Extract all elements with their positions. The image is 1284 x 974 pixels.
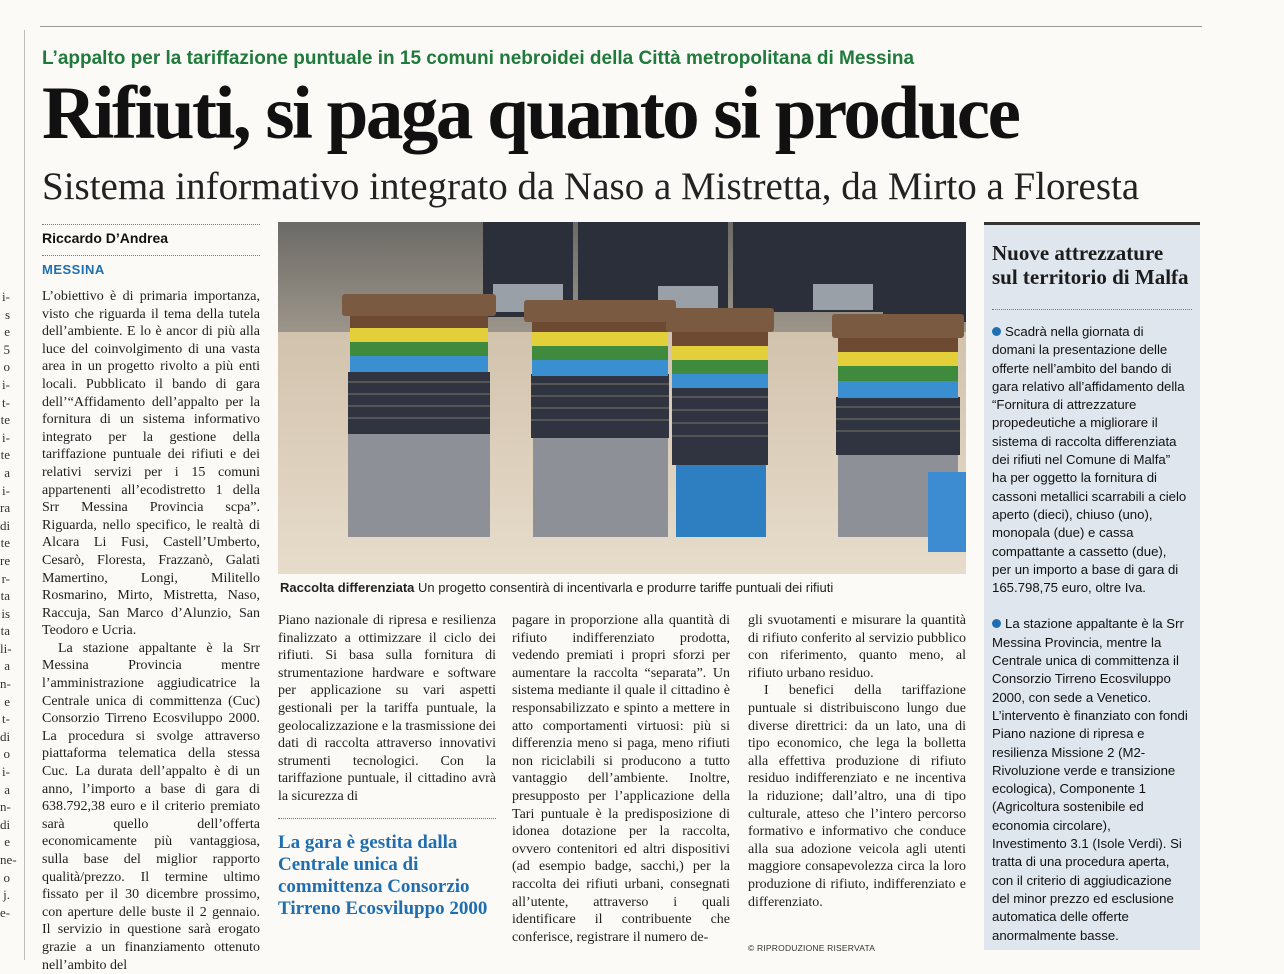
- sidebar-paragraph: [992, 323, 1188, 597]
- article-column-2: [278, 612, 496, 808]
- dotted-divider: [992, 309, 1192, 310]
- article-headline: Rifiuti, si paga quanto si produce: [42, 72, 1019, 155]
- sidebar-box: [984, 222, 1200, 950]
- sidebar-text: Scadrà nella giornata di domani la presentazione delle offerte nell’ambito del bando di gara relativo all’affidamento della “Fornitura di attrezzature propedeutiche a migliorare il sistema di raccolta differenziata dei rifiuti nel Comune di Malfa” ha per oggetto la fornitura di cassoni metallici scarrabili a cielo aperto (dieci), chiuso (uno), monopala (due) e cassa compattante a cassetto (due), per un importo a base di gara di 165.798,75 euro, oltre Iva.: [992, 324, 1187, 596]
- caption-text: Un progetto consentirà di incentivarla e produrre tariffe puntuali dei rifiuti: [414, 580, 834, 595]
- article-column-4: [748, 612, 966, 938]
- paragraph: gli svuotamenti e misurare la quantità di rifiuto conferito al servizio pubblico con riferimento, quanto meno, al rifiuto urbano residuo.: [748, 613, 966, 681]
- paragraph: I benefici della tariffazione puntuale si distribuiscono lungo due diverse direttrici: da un lato, una di tipo economico, che lega la bolletta alla effettiva produzione di rifiuto residuo indifferenziato e ne incentiva la riduzione; dall’altro, una di tipo culturale, atteso che l’intero percorso formativo e informativo che conduce alla sua adozione veicola agli utenti maggiore consapevolezza circa la loro produzione di rifiuto, indifferenziato e differenziato.: [748, 683, 966, 910]
- dotted-divider: [278, 818, 496, 819]
- sidebar-paragraph: [992, 615, 1188, 944]
- article-photo: [278, 222, 966, 574]
- caption-label: Raccolta differenziata: [280, 580, 415, 595]
- bullet-icon: [992, 619, 1001, 628]
- photo-caption: [280, 580, 833, 595]
- column-separator: [24, 30, 25, 960]
- article-byline: Riccardo D’Andrea: [42, 230, 169, 246]
- paragraph: La stazione appaltante è la Srr Messina Provincia mentre l’amministrazione aggiudicatrice la Centrale unica di committenza (Cuc) Consorzio Tirreno Ecosviluppo 2000. La procedura si svolge attraverso piattaforma telematica della stessa Cuc. La durata dell’appalto è di un anno, l’importo a base di gara di 638.792,38 euro e il criterio premiato sarà quello dell’offerta economicamente più vantaggiosa, sulla base del miglior rapporto qualità/prezzo. Il termine ultimo fissato per il 30 dicembre prossimo, con aperture delle buste il 2 gennaio. Il servizio in questione sarà erogato grazie a un finanziamento ottenuto nell’ambito del: [42, 640, 260, 973]
- article-column-3: [512, 612, 730, 960]
- copyright-notice: © RIPRODUZIONE RISERVATA: [748, 943, 876, 953]
- waste-bins-photo: [278, 222, 966, 574]
- article-subheadline: Sistema informativo integrato da Naso a Mistretta, da Mirto a Floresta: [42, 165, 1140, 208]
- paragraph: L’obiettivo è di primaria importanza, visto che riguarda il tema della tutela dell’ambiente. E lo è ancor di più alla luce del coinvolgimento di una vasta area in un progetto rivolto a più enti locali. Pubblicato il bando di gara dell’“Affidamento dell’appalto per la fornitura di un sistema informativo integrato per la gestione della tariffazione puntuale dei rifiuti e dei relativi servizi per i 15 comuni appartenenti all’ecodistretto 1 della Srr Messina Provincia scpa”. Riguarda, nello specifico, le realtà di Alcara Li Fusi, Castell’Umberto, Cesarò, Floresta, Frazzanò, Galati Mamertino, Longi, Militello Rosmarino, Mirto, Mistretta, Naso, Raccuja, San Marco d’Alunzio, San Teodoro e Ucria.: [42, 289, 260, 639]
- dateline-place: MESSINA: [42, 262, 105, 277]
- pull-quote: La gara è gestita dalla Centrale unica di committenza Consorzio Tirreno Ecosviluppo 2000: [278, 832, 488, 919]
- adjacent-article-fragment: i- s e 5 o i- t- te i- te a i- ra di te re r- ta is ta li- a n- e t- di o i- a n- di e ne- o j. e-: [0, 289, 17, 920]
- paragraph: pagare in proporzione alla quantità di rifiuto indifferenziato prodotta, vedendo premiati i propri sforzi per aumentare la raccolta “separata”. Un sistema mediante il quale il cittadino è responsabilizzato e spinto a mettere in atto comportamenti virtuosi: più si differenzia meno si paga, meno rifiuti non riciclabili si producono a tutto vantaggio dell’ambiente. Inoltre, presupposto per l’applicazione della Tari puntuale è la predisposizione di idonea dotazione per la raccolta, ovvero contenitori ed altri dispositivi (ad esempio badge, sacchi,) per la raccolta dei rifiuti urbani, consegnati all’utente, attraverso i quali identificare il contribuente che conferisce, registrare il numero de-: [512, 613, 730, 945]
- article-column-1: [42, 288, 260, 973]
- bullet-icon: [992, 327, 1001, 336]
- top-rule: [40, 26, 1202, 27]
- dotted-divider: [42, 255, 260, 256]
- sidebar-body: [992, 323, 1188, 963]
- sidebar-text: La stazione appaltante è la Srr Messina Provincia, mentre la Centrale unica di committenza il Consorzio Tirreno Ecosviluppo 2000, con sede a Venetico. L’intervento è finanziato con fondi Piano nazione di ripresa e resilienza Missione 2 (M2-Rivoluzione verde e transizione ecologica), Componente 1 (Agricoltura sostenibile ed economia circolare), Investimento 3.1 (Isole Verdi). Si tratta di una procedura aperta, con il criterio di aggiudicazione del minor prezzo ed esclusione automatica delle offerte anormalmente basse.: [992, 616, 1188, 943]
- sidebar-title: Nuove attrezzature sul territorio di Malfa: [992, 241, 1189, 289]
- dotted-divider: [42, 224, 260, 225]
- paragraph: Piano nazionale di ripresa e resilienza finalizzato a ottimizzare il ciclo dei rifiuti. Si basa sulla fornitura di strumentazione hardware e software per applicazione su vari aspetti gestionali per la tariffa puntuale, la geolocalizzazione e la trasmissione dei dati di raccolta attraverso innovativi strumenti tecnologici. Con la tariffazione puntuale, il cittadino avrà la sicurezza di: [278, 613, 496, 804]
- article-kicker: L’appalto per la tariffazione puntuale in 15 comuni nebroidei della Città metropolitana di Messina: [42, 48, 915, 69]
